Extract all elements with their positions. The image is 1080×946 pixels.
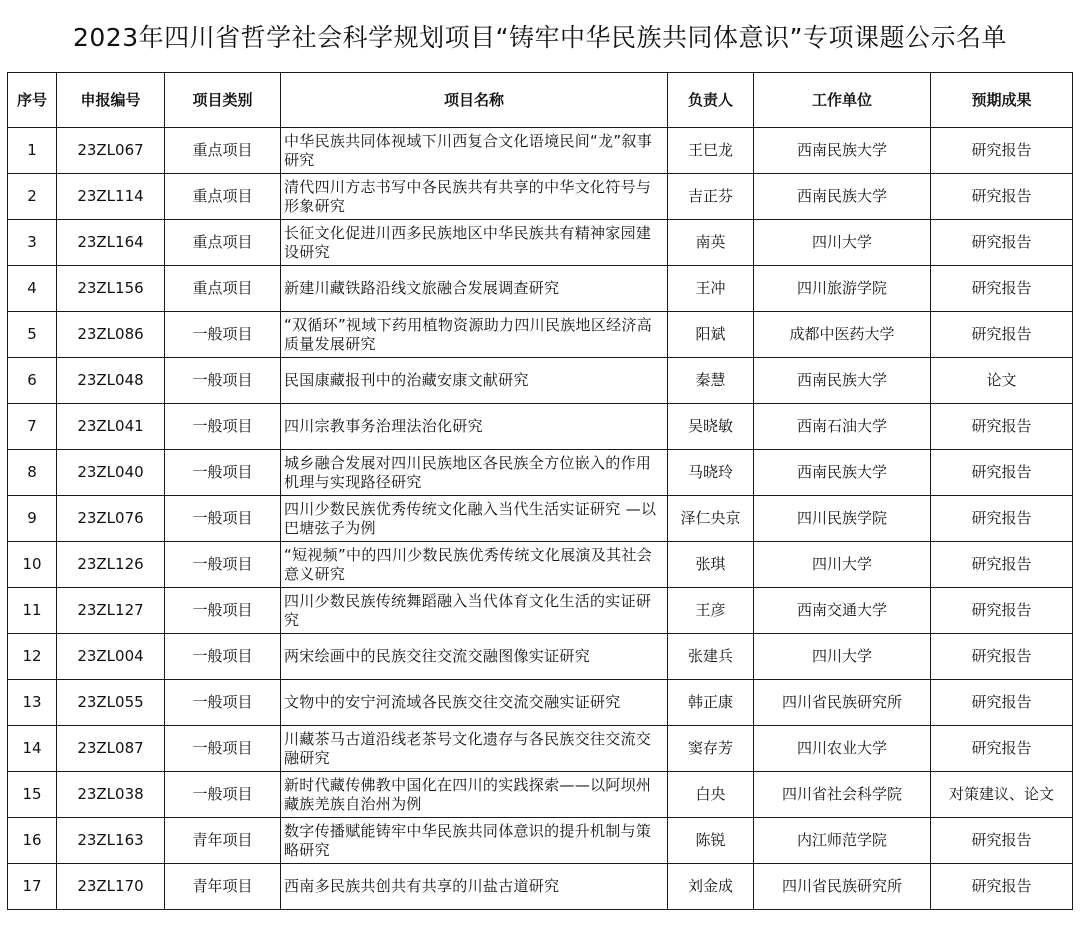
cell-code: 23ZL114	[57, 174, 165, 220]
cell-category: 重点项目	[165, 174, 281, 220]
cell-lead: 窦存芳	[668, 726, 754, 772]
cell-outcome: 研究报告	[931, 496, 1073, 542]
document-title: 2023年四川省哲学社会科学规划项目“铸牢中华民族共同体意识”专项课题公示名单	[72, 23, 1008, 52]
cell-seq: 4	[8, 266, 57, 312]
header-lead: 负责人	[668, 73, 754, 128]
cell-unit: 西南民族大学	[754, 358, 931, 404]
cell-outcome: 研究报告	[931, 312, 1073, 358]
cell-lead: 王巳龙	[668, 128, 754, 174]
cell-unit: 四川省民族研究所	[754, 680, 931, 726]
cell-seq: 7	[8, 404, 57, 450]
cell-category: 一般项目	[165, 772, 281, 818]
cell-seq: 3	[8, 220, 57, 266]
cell-category: 一般项目	[165, 358, 281, 404]
cell-code: 23ZL087	[57, 726, 165, 772]
cell-unit: 四川大学	[754, 542, 931, 588]
table-row	[8, 266, 1073, 312]
cell-code: 23ZL170	[57, 864, 165, 910]
table-row	[8, 634, 1073, 680]
cell-unit: 四川大学	[754, 220, 931, 266]
table-body	[8, 128, 1073, 910]
cell-unit: 西南民族大学	[754, 174, 931, 220]
cell-lead: 张琪	[668, 542, 754, 588]
cell-category: 一般项目	[165, 496, 281, 542]
cell-unit: 四川民族学院	[754, 496, 931, 542]
cell-project-name: 四川少数民族优秀传统文化融入当代生活实证研究 —以巴塘弦子为例	[281, 496, 668, 542]
cell-category: 一般项目	[165, 588, 281, 634]
cell-outcome: 对策建议、论文	[931, 772, 1073, 818]
cell-seq: 14	[8, 726, 57, 772]
cell-category: 一般项目	[165, 542, 281, 588]
header-category: 项目类别	[165, 73, 281, 128]
cell-outcome: 研究报告	[931, 404, 1073, 450]
cell-code: 23ZL038	[57, 772, 165, 818]
cell-code: 23ZL126	[57, 542, 165, 588]
cell-project-name: 四川宗教事务治理法治化研究	[281, 404, 668, 450]
cell-category: 一般项目	[165, 450, 281, 496]
cell-category: 一般项目	[165, 726, 281, 772]
cell-code: 23ZL127	[57, 588, 165, 634]
cell-category: 一般项目	[165, 312, 281, 358]
cell-code: 23ZL076	[57, 496, 165, 542]
cell-lead: 南英	[668, 220, 754, 266]
cell-outcome: 研究报告	[931, 542, 1073, 588]
cell-outcome: 论文	[931, 358, 1073, 404]
cell-outcome: 研究报告	[931, 818, 1073, 864]
cell-unit: 四川省民族研究所	[754, 864, 931, 910]
header-name: 项目名称	[281, 73, 668, 128]
cell-seq: 15	[8, 772, 57, 818]
header-seq: 序号	[8, 73, 57, 128]
cell-unit: 西南民族大学	[754, 128, 931, 174]
cell-project-name: 城乡融合发展对四川民族地区各民族全方位嵌入的作用机理与实现路径研究	[281, 450, 668, 496]
table-row	[8, 818, 1073, 864]
cell-lead: 马晓玲	[668, 450, 754, 496]
cell-outcome: 研究报告	[931, 220, 1073, 266]
cell-unit: 四川省社会科学院	[754, 772, 931, 818]
table-row	[8, 450, 1073, 496]
cell-code: 23ZL163	[57, 818, 165, 864]
table-row	[8, 220, 1073, 266]
table-row	[8, 174, 1073, 220]
table-row	[8, 726, 1073, 772]
cell-seq: 13	[8, 680, 57, 726]
cell-project-name: 民国康藏报刊中的治藏安康文献研究	[281, 358, 668, 404]
header-unit: 工作单位	[754, 73, 931, 128]
cell-project-name: “短视频”中的四川少数民族优秀传统文化展演及其社会意义研究	[281, 542, 668, 588]
cell-category: 重点项目	[165, 128, 281, 174]
cell-code: 23ZL040	[57, 450, 165, 496]
cell-project-name: 西南多民族共创共有共享的川盐古道研究	[281, 864, 668, 910]
cell-seq: 5	[8, 312, 57, 358]
cell-outcome: 研究报告	[931, 588, 1073, 634]
cell-category: 重点项目	[165, 220, 281, 266]
cell-code: 23ZL086	[57, 312, 165, 358]
cell-outcome: 研究报告	[931, 174, 1073, 220]
table-row	[8, 128, 1073, 174]
cell-unit: 成都中医药大学	[754, 312, 931, 358]
cell-project-name: 两宋绘画中的民族交往交流交融图像实证研究	[281, 634, 668, 680]
cell-category: 一般项目	[165, 634, 281, 680]
cell-lead: 张建兵	[668, 634, 754, 680]
cell-project-name: 清代四川方志书写中各民族共有共享的中华文化符号与形象研究	[281, 174, 668, 220]
cell-seq: 12	[8, 634, 57, 680]
cell-seq: 10	[8, 542, 57, 588]
cell-unit: 内江师范学院	[754, 818, 931, 864]
cell-project-name: 新时代藏传佛教中国化在四川的实践探索——以阿坝州藏族羌族自治州为例	[281, 772, 668, 818]
cell-seq: 2	[8, 174, 57, 220]
header-code: 申报编号	[57, 73, 165, 128]
cell-project-name: 文物中的安宁河流域各民族交往交流交融实证研究	[281, 680, 668, 726]
table-row	[8, 588, 1073, 634]
cell-category: 青年项目	[165, 818, 281, 864]
table-row	[8, 404, 1073, 450]
cell-outcome: 研究报告	[931, 634, 1073, 680]
project-roster-table	[7, 72, 1073, 910]
cell-category: 重点项目	[165, 266, 281, 312]
cell-code: 23ZL164	[57, 220, 165, 266]
cell-lead: 秦慧	[668, 358, 754, 404]
cell-lead: 陈锐	[668, 818, 754, 864]
cell-unit: 四川旅游学院	[754, 266, 931, 312]
cell-lead: 吴晓敏	[668, 404, 754, 450]
cell-code: 23ZL004	[57, 634, 165, 680]
cell-unit: 西南石油大学	[754, 404, 931, 450]
cell-unit: 西南交通大学	[754, 588, 931, 634]
cell-project-name: 数字传播赋能铸牢中华民族共同体意识的提升机制与策略研究	[281, 818, 668, 864]
table-row	[8, 358, 1073, 404]
table-row	[8, 542, 1073, 588]
table-row	[8, 864, 1073, 910]
cell-category: 青年项目	[165, 864, 281, 910]
cell-seq: 16	[8, 818, 57, 864]
cell-seq: 6	[8, 358, 57, 404]
cell-outcome: 研究报告	[931, 680, 1073, 726]
cell-project-name: 中华民族共同体视域下川西复合文化语境民间“龙”叙事研究	[281, 128, 668, 174]
cell-category: 一般项目	[165, 404, 281, 450]
cell-lead: 王彦	[668, 588, 754, 634]
cell-outcome: 研究报告	[931, 726, 1073, 772]
table-row	[8, 496, 1073, 542]
table-row	[8, 772, 1073, 818]
cell-lead: 韩正康	[668, 680, 754, 726]
cell-seq: 9	[8, 496, 57, 542]
cell-code: 23ZL156	[57, 266, 165, 312]
cell-project-name: 新建川藏铁路沿线文旅融合发展调查研究	[281, 266, 668, 312]
cell-unit: 四川大学	[754, 634, 931, 680]
table-row	[8, 680, 1073, 726]
cell-lead: 吉正芬	[668, 174, 754, 220]
cell-unit: 西南民族大学	[754, 450, 931, 496]
cell-project-name: 四川少数民族传统舞蹈融入当代体育文化生活的实证研究	[281, 588, 668, 634]
cell-code: 23ZL055	[57, 680, 165, 726]
cell-outcome: 研究报告	[931, 450, 1073, 496]
table-header-row	[8, 73, 1073, 128]
cell-project-name: “双循环”视域下药用植物资源助力四川民族地区经济高质量发展研究	[281, 312, 668, 358]
cell-outcome: 研究报告	[931, 128, 1073, 174]
cell-code: 23ZL048	[57, 358, 165, 404]
cell-lead: 王冲	[668, 266, 754, 312]
header-outcome: 预期成果	[931, 73, 1073, 128]
cell-lead: 刘金成	[668, 864, 754, 910]
cell-seq: 8	[8, 450, 57, 496]
cell-seq: 17	[8, 864, 57, 910]
cell-code: 23ZL041	[57, 404, 165, 450]
cell-unit: 四川农业大学	[754, 726, 931, 772]
cell-outcome: 研究报告	[931, 266, 1073, 312]
cell-lead: 阳斌	[668, 312, 754, 358]
cell-lead: 泽仁央京	[668, 496, 754, 542]
cell-seq: 1	[8, 128, 57, 174]
cell-project-name: 川藏茶马古道沿线老茶号文化遗存与各民族交往交流交融研究	[281, 726, 668, 772]
cell-code: 23ZL067	[57, 128, 165, 174]
cell-category: 一般项目	[165, 680, 281, 726]
cell-seq: 11	[8, 588, 57, 634]
cell-outcome: 研究报告	[931, 864, 1073, 910]
cell-project-name: 长征文化促进川西多民族地区中华民族共有精神家园建设研究	[281, 220, 668, 266]
cell-lead: 白央	[668, 772, 754, 818]
table-row	[8, 312, 1073, 358]
